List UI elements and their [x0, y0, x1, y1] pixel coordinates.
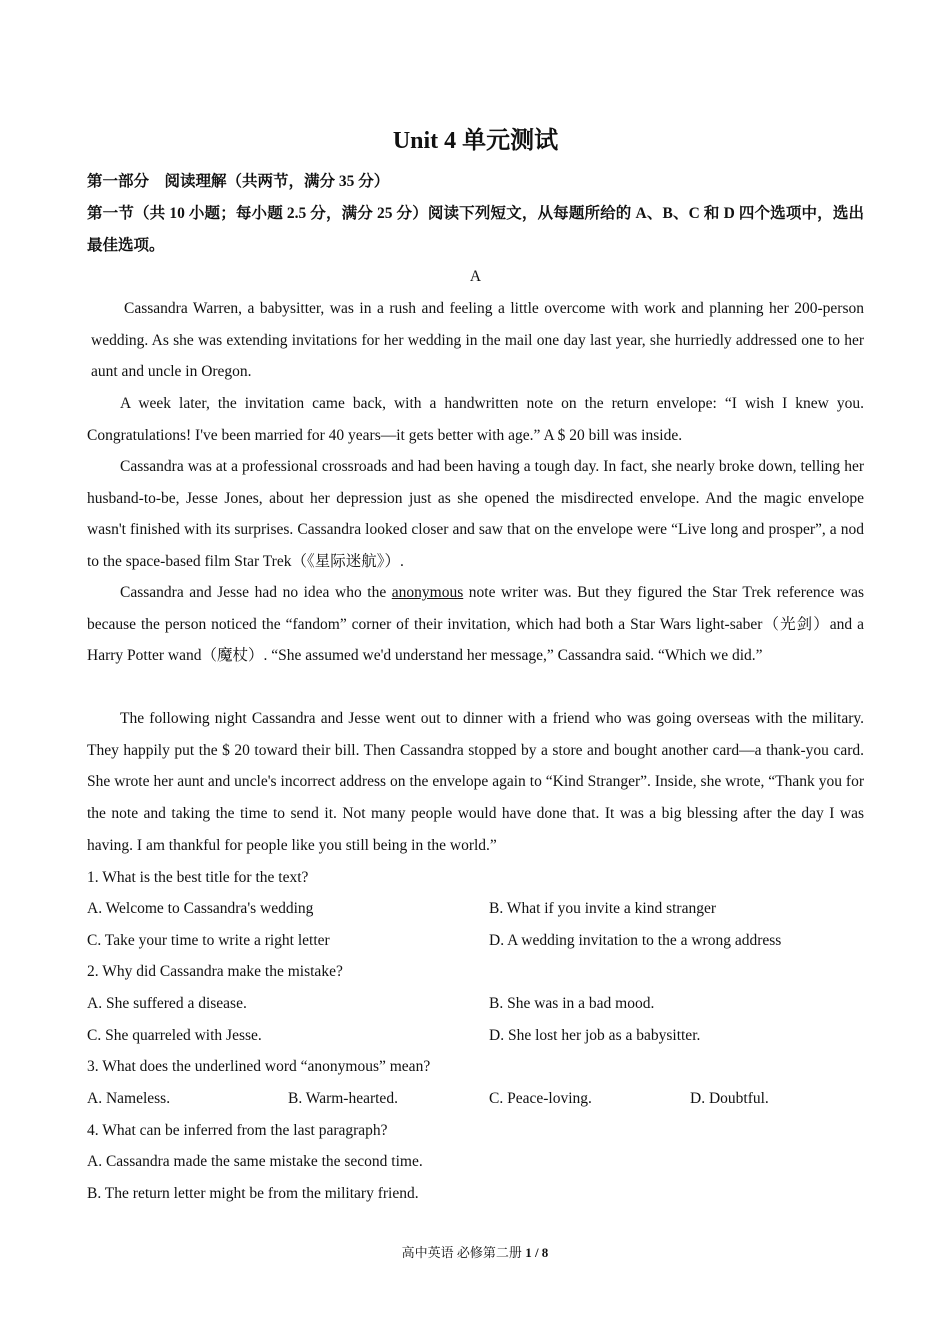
question-1-option-c: C. Take your time to write a right letter: [87, 932, 330, 949]
passage-paragraph-5: The following night Cassandra and Jesse went out to dinner with a friend who was going overseas with the military. They happily put the $ 20 toward their bill. Then Cassandra stopped by a store and bought another card—a thank-you card. She wrote her aunt and uncle's incorrect address on the envelope again to “Kind Stranger”. Inside, she wrote, “Thank you for the note and taking the time to send it. Not many people would have done that. It was a big blessing after the day I was having. I am thankful for people like you still being in the world.”: [87, 710, 864, 854]
underlined-word: anonymous: [391, 584, 464, 601]
question-3-option-d: D. Doubtful.: [690, 1090, 769, 1107]
question-4-option-b: B. The return letter might be from the military friend.: [87, 1185, 419, 1202]
question-2-option-c: C. She quarreled with Jesse.: [87, 1027, 262, 1044]
passage-paragraph-2: A week later, the invitation came back, with a handwritten note on the return envelope: “I wish I knew you. Congratulations! I've been married for 40 years—it gets better with age.” A $ 20 bill was inside.: [87, 395, 864, 444]
question-3-stem: 3. What does the underlined word “anonymous” mean?: [87, 1058, 431, 1075]
question-1-option-b: B. What if you invite a kind stranger: [489, 900, 716, 917]
question-2-option-a: A. She suffered a disease.: [87, 995, 247, 1012]
passage-letter: A: [469, 268, 482, 285]
part-heading: 第一部分 阅读理解（共两节，满分 35 分）: [87, 173, 390, 190]
page-title: Unit 4 单元测试: [392, 128, 559, 154]
question-3-option-b: B. Warm-hearted.: [288, 1090, 398, 1107]
question-1-option-d: D. A wedding invitation to the a wrong address: [489, 932, 782, 949]
paragraph-4-text-after: note writer was. But they figured the Star Trek reference was because the person noticed the “fandom” corner of their invitation, which had both a Star Wars light-saber（光剑）and a Harry Potter wand（魔杖）. “She assumed we'd understand her message,” Cassandra said. “Which we did.”: [87, 584, 865, 665]
question-2-option-d: D. She lost her job as a babysitter.: [489, 1027, 701, 1044]
question-2-stem: 2. Why did Cassandra make the mistake?: [87, 963, 343, 980]
section-heading: 第一节（共 10 小题；每小题 2.5 分，满分 25 分）阅读下列短文，从每题所给的 A、B、C 和 D 四个选项中，选出最佳选项。: [87, 205, 864, 254]
page-footer: [0, 1243, 950, 1263]
footer-text: 高中英语 必修第二册: [401, 1245, 522, 1260]
question-4-option-a: A. Cassandra made the same mistake the second time.: [87, 1153, 423, 1170]
question-1-option-a: A. Welcome to Cassandra's wedding: [87, 900, 314, 917]
question-3-option-c: C. Peace-loving.: [489, 1090, 592, 1107]
question-2-option-b: B. She was in a bad mood.: [489, 995, 655, 1012]
passage-paragraph-4: [87, 577, 864, 672]
question-3-option-a: A. Nameless.: [87, 1090, 171, 1107]
passage-paragraph-1: Cassandra Warren, a babysitter, was in a rush and feeling a little overcome with work and planning her 200-person wedding. As she was extending invitations for her wedding in the mail one day last year, she hurriedly addressed one to her aunt and uncle in Oregon.: [91, 300, 864, 381]
paragraph-4-text-before: Cassandra and Jesse had no idea who the: [120, 584, 392, 601]
page-number: 1 / 8: [525, 1245, 549, 1260]
passage-paragraph-3: Cassandra was at a professional crossroads and had been having a tough day. In fact, she nearly broke down, telling her husband-to-be, Jesse Jones, about her depression just as she opened the misdirected envelope. And the magic envelope wasn't finished with its surprises. Cassandra looked closer and saw that on the envelope were “Live long and prosper”, a nod to the space-based film Star Trek（《星际迷航》）.: [87, 458, 864, 571]
question-1-stem: 1. What is the best title for the text?: [87, 869, 309, 886]
question-4-stem: 4. What can be inferred from the last paragraph?: [87, 1122, 388, 1139]
